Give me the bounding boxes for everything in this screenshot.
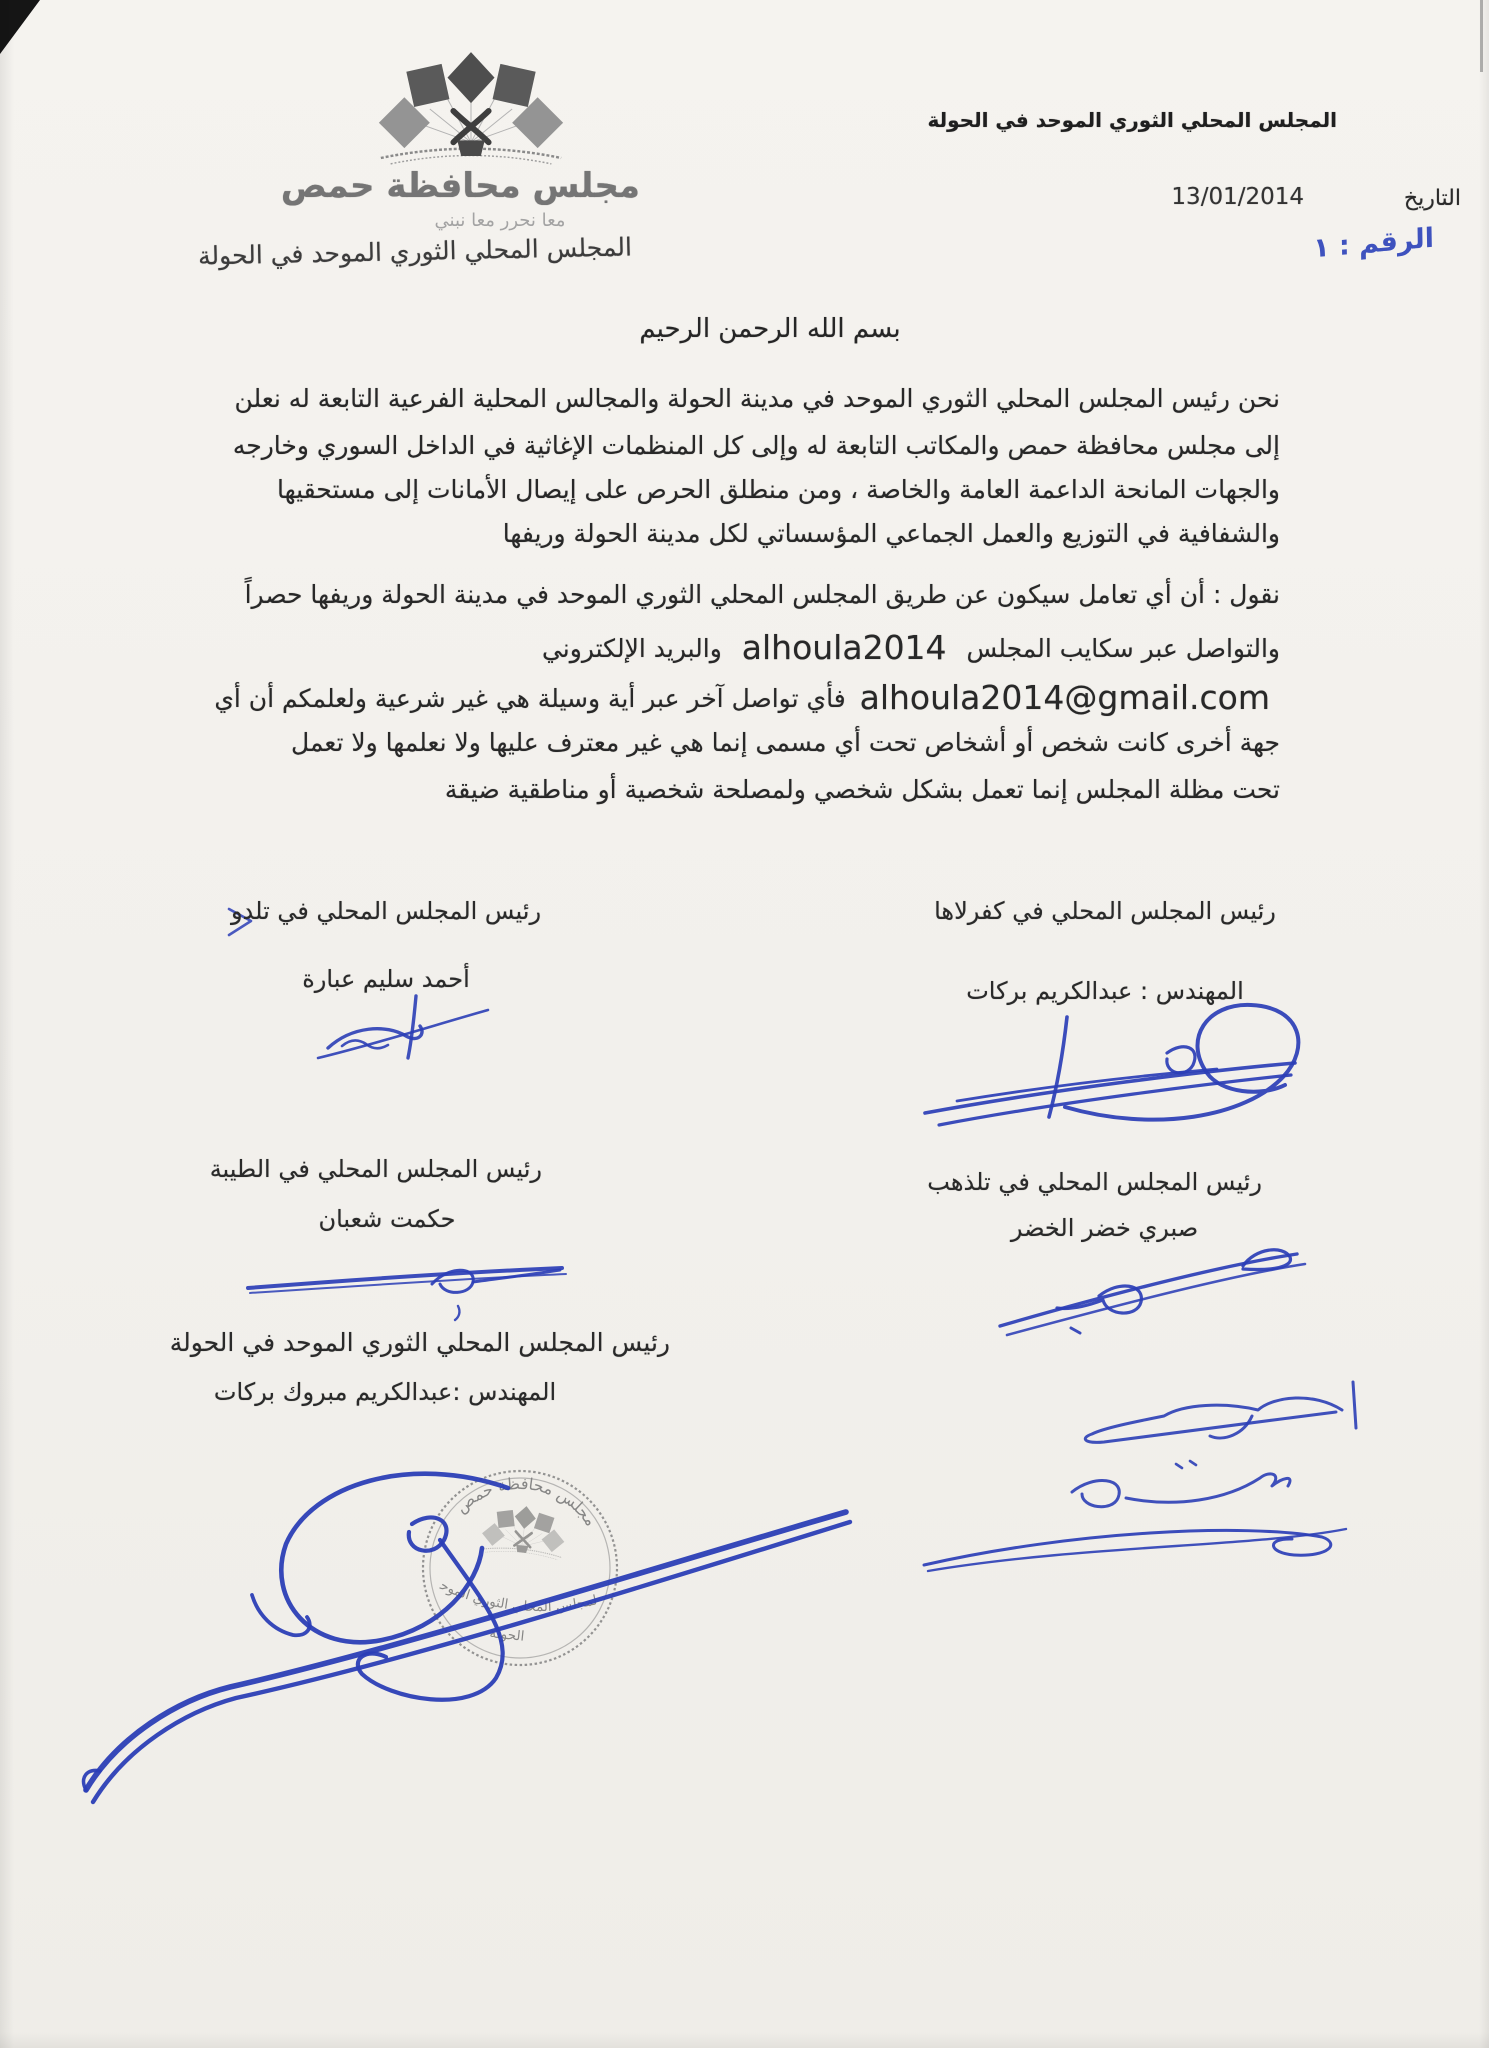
signatory-name-taybeh: حكمت شعبان: [318, 1205, 456, 1233]
handwritten-signature-1: [1070, 1372, 1370, 1450]
stamp-town-text: الحولة: [488, 1625, 526, 1645]
signature-scribble-houla: [60, 1428, 880, 1828]
body-p2-line1: نقول : أن أي تعامل سيكون عن طريق المجلس المحلي الثوري الموحد في مدينة الحولة وريفها حصراً: [244, 580, 1280, 609]
scan-edge-shadow-bottom: [0, 2032, 1489, 2048]
stamp-arc-text: مجلس محافظة حمص: [451, 1473, 601, 1530]
scan-edge-shadow-left: [0, 0, 14, 2048]
stamp-council-text: المجلس المحلي الثوري الموحد: [437, 1555, 599, 1616]
body-p2-line4: جهة أخرى كانت شخص أو أشخاص تحت أي مسمى إنما هي غير معترف عليها ولا نعلمها ولا تعمل: [291, 728, 1280, 757]
date-value: 13/01/2014: [1171, 184, 1304, 210]
skype-id: alhoula2014: [741, 628, 947, 667]
signatory-title-taldou: رئيس المجلس المحلي في تلدو: [230, 897, 542, 925]
email-address: alhoula2014@gmail.com: [859, 678, 1270, 717]
basmala: بسم الله الرحمن الرحيم: [639, 314, 901, 344]
signatory-title-kafrlaha: رئيس المجلس المحلي في كفرلاها: [934, 897, 1276, 925]
council-emblem-icon: [373, 48, 569, 168]
skype-text-post: والبريد الإلكتروني: [541, 634, 722, 663]
body-p2-line3: [214, 678, 1280, 717]
body-p1-line2: إلى مجلس محافظة حمص والمكاتب التابعة له وإلى كل المنظمات الإغاثية في الداخل السوري وخارجه: [232, 431, 1280, 460]
signatory-name-taldou: أحمد سليم عبارة: [302, 965, 470, 993]
date-label: التاريخ: [1403, 186, 1461, 211]
skype-text-pre: والتواصل عبر سكايب المجلس: [966, 634, 1280, 663]
signatory-title-houla: رئيس المجلس المحلي الثوري الموحد في الحولة: [169, 1328, 670, 1357]
signatory-title-taldahab: رئيس المجلس المحلي في تلذهب: [927, 1168, 1262, 1196]
signatory-name-houla: المهندس :عبدالكريم مبروك بركات: [213, 1378, 557, 1406]
signature-scribble-taldahab: [985, 1242, 1325, 1342]
email-text-post: فأي تواصل آخر عبر أية وسيلة هي غير شرعية ولعلمكم أن أي: [214, 684, 846, 713]
signature-scribble-taybeh: [238, 1248, 578, 1323]
body-p2-line5: تحت مظلة المجلس إنما تعمل بشكل شخصي ولمصلحة شخصية أو مناطقية ضيقة: [444, 775, 1280, 804]
letterhead-slogan: معا نحرر معا نبني: [434, 210, 566, 231]
handwritten-ref-number: الرقم : ١: [1312, 222, 1435, 265]
signature-scribble-kafrlaha: [915, 995, 1315, 1145]
letterhead-council-name: المجلس المحلي الثوري الموحد في الحولة: [197, 232, 633, 271]
signatory-title-taybeh: رئيس المجلس المحلي في الطيبة: [209, 1155, 542, 1183]
handwritten-signature-2: [1050, 1448, 1300, 1518]
body-p2-line2: [542, 628, 1280, 667]
scan-edge-shadow-right: [1479, 0, 1489, 2048]
handwritten-signature-swoosh: [910, 1515, 1360, 1585]
signatory-name-kafrlaha: المهندس : عبدالكريم بركات: [966, 977, 1244, 1005]
letterhead-org-name: مجلس محافظة حمص: [280, 166, 640, 206]
body-p1-line3: والجهات المانحة الداعمة العامة والخاصة ، ومن منطلق الحرص على إيصال الأمانات إلى مستحقيها: [276, 475, 1280, 504]
body-p1-line4: والشفافية في التوزيع والعمل الجماعي المؤسساتي لكل مدينة الحولة وريفها: [502, 519, 1280, 548]
header-council-title: المجلس المحلي الثوري الموحد في الحولة: [927, 108, 1337, 132]
body-p1-line1: نحن رئيس المجلس المحلي الثوري الموحد في مدينة الحولة والمجالس المحلية الفرعية التابعة له نعلن: [234, 384, 1280, 413]
signature-scribble-taldou: [310, 988, 510, 1078]
signatory-name-taldahab: صبري خضر الخضر: [1010, 1214, 1199, 1242]
